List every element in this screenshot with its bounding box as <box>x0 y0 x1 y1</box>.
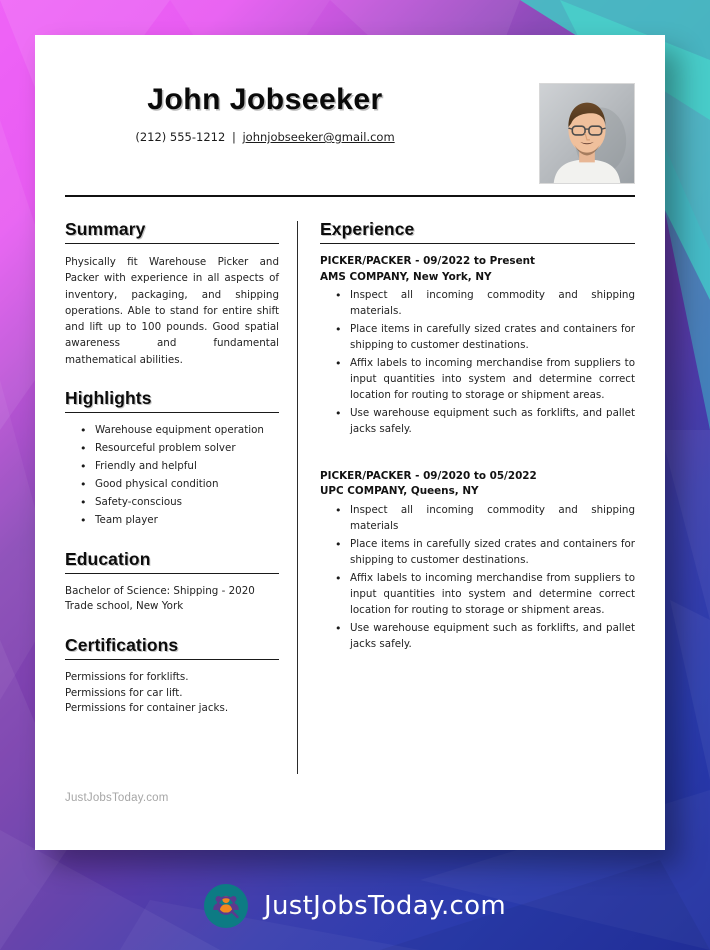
certification-line: Permissions for container jacks. <box>65 702 229 715</box>
education-rule <box>65 573 279 574</box>
headshot-photo-icon <box>540 84 634 183</box>
education-line: Trade school, New York <box>65 600 184 613</box>
experience-title: Experience <box>320 219 415 239</box>
left-column <box>65 219 297 774</box>
spacer <box>65 619 279 635</box>
list-item: • Inspect all incoming commodity and shipping materials <box>350 503 635 535</box>
list-item: • Place items in carefully sized crates and containers for shipping to customer destinations. <box>350 537 635 569</box>
avatar <box>539 83 635 184</box>
section-summary <box>65 219 279 368</box>
list-item: • Warehouse equipment operation <box>95 423 279 439</box>
phone-number: (212) 555-1212 <box>135 130 226 144</box>
job-company: UPC COMPANY, Queens, NY <box>320 485 479 498</box>
highlights-list <box>65 423 279 529</box>
section-experience <box>320 219 635 653</box>
certification-line: Permissions for car lift. <box>65 686 183 699</box>
list-item: • Use warehouse equipment such as forklifts, and pallet jacks safely. <box>350 621 635 653</box>
spacer <box>65 372 279 388</box>
certification-line: Permissions for forklifts. <box>65 670 189 683</box>
list-item: • Affix labels to incoming merchandise from suppliers to input quantities into system and determine correct location for routing to storage or shipment areas. <box>350 356 635 404</box>
list-item: • Team player <box>95 513 279 529</box>
page-title: John Jobseeker <box>147 83 383 116</box>
education-line: Bachelor of Science: Shipping - 2020 <box>65 584 255 597</box>
highlights-rule <box>65 412 279 413</box>
list-item: • Use warehouse equipment such as forklifts, and pallet jacks safely. <box>350 406 635 438</box>
list-item: • Good physical condition <box>95 477 279 493</box>
right-column <box>298 219 635 774</box>
summary-title: Summary <box>65 219 146 239</box>
job-title: PICKER/PACKER - 09/2022 to Present <box>320 255 535 267</box>
list-item: • Resourceful problem solver <box>95 441 279 457</box>
contact-separator: | <box>231 130 236 144</box>
certifications-rule <box>65 659 279 660</box>
contact-line <box>35 130 495 144</box>
brand-bar <box>0 884 710 928</box>
brand-logo <box>204 884 248 928</box>
experience-rule <box>320 243 635 244</box>
summary-text: Physically fit Warehouse Picker and Packer with experience in all aspects of inventory, packaging, and shipping operations. Able to stand for entire shift and lift up to 100 pounds. Good spatial awareness and fundamental mathematical abilities. <box>65 256 279 366</box>
list-item: • Affix labels to incoming merchandise from suppliers to input quantities into system and determine correct location for routing to storage or shipment areas. <box>350 571 635 619</box>
email-link[interactable]: johnjobseeker@gmail.com <box>242 130 395 144</box>
list-item: • Safety-conscious <box>95 495 279 511</box>
spacer <box>320 458 635 469</box>
spacer <box>65 533 279 549</box>
resume-header <box>35 35 665 195</box>
list-item: • Place items in carefully sized crates and containers for shipping to customer destinations. <box>350 322 635 354</box>
header-text-block <box>35 83 495 144</box>
list-item: • Inspect all incoming commodity and shipping materials. <box>350 288 635 320</box>
brand-name: JustJobsToday.com <box>264 891 506 921</box>
job-company: AMS COMPANY, New York, NY <box>320 270 492 283</box>
list-item: • Friendly and helpful <box>95 459 279 475</box>
watermark-text: JustJobsToday.com <box>65 792 169 804</box>
experience-entry <box>320 469 635 653</box>
section-highlights <box>65 388 279 529</box>
resume-body <box>35 197 665 774</box>
section-education <box>65 549 279 615</box>
section-certifications <box>65 635 279 717</box>
resume-document <box>35 35 665 850</box>
job-title: PICKER/PACKER - 09/2020 to 05/2022 <box>320 469 537 482</box>
summary-rule <box>65 243 279 244</box>
education-title: Education <box>65 548 151 569</box>
certifications-title: Certifications <box>65 634 179 655</box>
job-bullets <box>320 503 635 653</box>
highlights-title: Highlights <box>65 387 152 408</box>
people-search-logo-icon <box>211 891 241 921</box>
job-bullets <box>320 288 635 438</box>
experience-entry <box>320 254 635 438</box>
